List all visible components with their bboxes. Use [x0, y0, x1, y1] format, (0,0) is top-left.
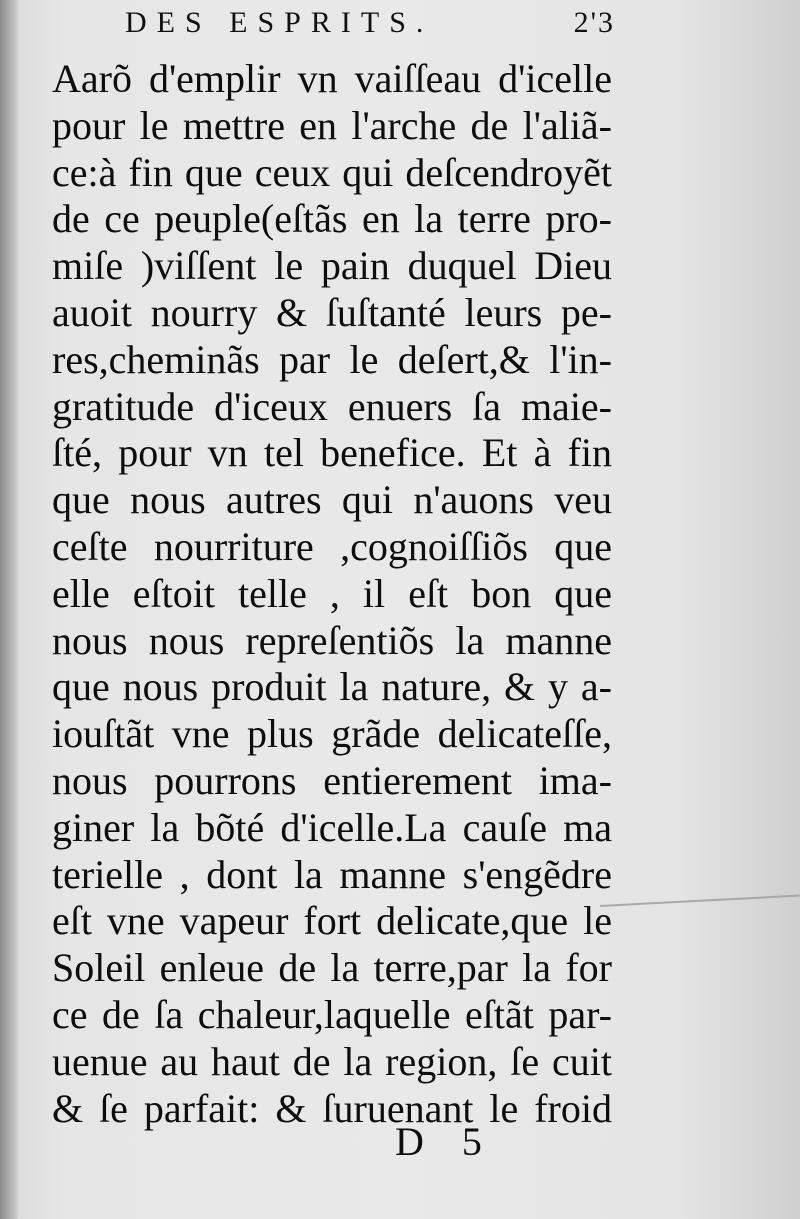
- text-line: Aarõ d'emplir vn vaiſſeau d'icelle: [52, 56, 612, 101]
- text-line: auoit nourry & ſuſtanté leurs pe-: [52, 289, 612, 335]
- text-line: que nous autres qui n'auons veu: [52, 477, 612, 523]
- text-line: iouſtãt vne plus grãde delicateſſe,: [52, 711, 612, 757]
- page-header: [125, 6, 615, 40]
- text-line: nous nous repreſentiõs la manne: [52, 617, 612, 663]
- signature-mark: D 5: [395, 1119, 496, 1164]
- text-line: & ſe parfait: & ſuruenant le froid: [52, 1085, 612, 1131]
- text-line: giner la bõté d'icelle.La cauſe ma: [52, 804, 612, 850]
- text-line: de ce peuple(eſtãs en la terre pro-: [52, 196, 612, 242]
- text-line: gratitude d'iceux enuers ſa maie-: [52, 383, 612, 429]
- text-line: ſté, pour vn tel benefice. Et à fin: [52, 430, 612, 476]
- text-line: res,cheminãs par le deſert,& l'in-: [52, 336, 612, 382]
- text-line: terielle , dont la manne s'engẽdre: [52, 851, 612, 897]
- text-line: eſt vne vapeur fort delicate,que le: [52, 898, 612, 944]
- text-line: pour le mettre en l'arche de l'aliã-: [52, 102, 612, 148]
- main-text-block: [52, 56, 612, 1132]
- text-line: miſe )viſſent le pain duquel Dieu: [52, 243, 612, 289]
- text-line: Soleil enleue de la terre,par la for: [52, 945, 612, 991]
- text-line: nous pourrons entierement ima-: [52, 757, 612, 803]
- text-line: que nous produit la nature, & y a-: [52, 664, 612, 710]
- page-number: 2'3: [573, 6, 615, 39]
- text-line: elle eſtoit telle , il eſt bon que: [52, 570, 612, 616]
- text-line: ceſte nourriture ,cognoiſſiõs que: [52, 523, 612, 569]
- running-title: DES ESPRITS.: [125, 6, 434, 39]
- text-line: ce:à fin que ceux qui deſcendroyẽt: [52, 149, 612, 195]
- page-fold-crease: [600, 895, 800, 907]
- text-line: uenue au haut de la region, ſe cuit: [52, 1038, 612, 1084]
- text-line: ce de ſa chaleur,laquelle eſtãt par-: [52, 991, 612, 1037]
- page-gutter-shadow: [0, 0, 18, 1219]
